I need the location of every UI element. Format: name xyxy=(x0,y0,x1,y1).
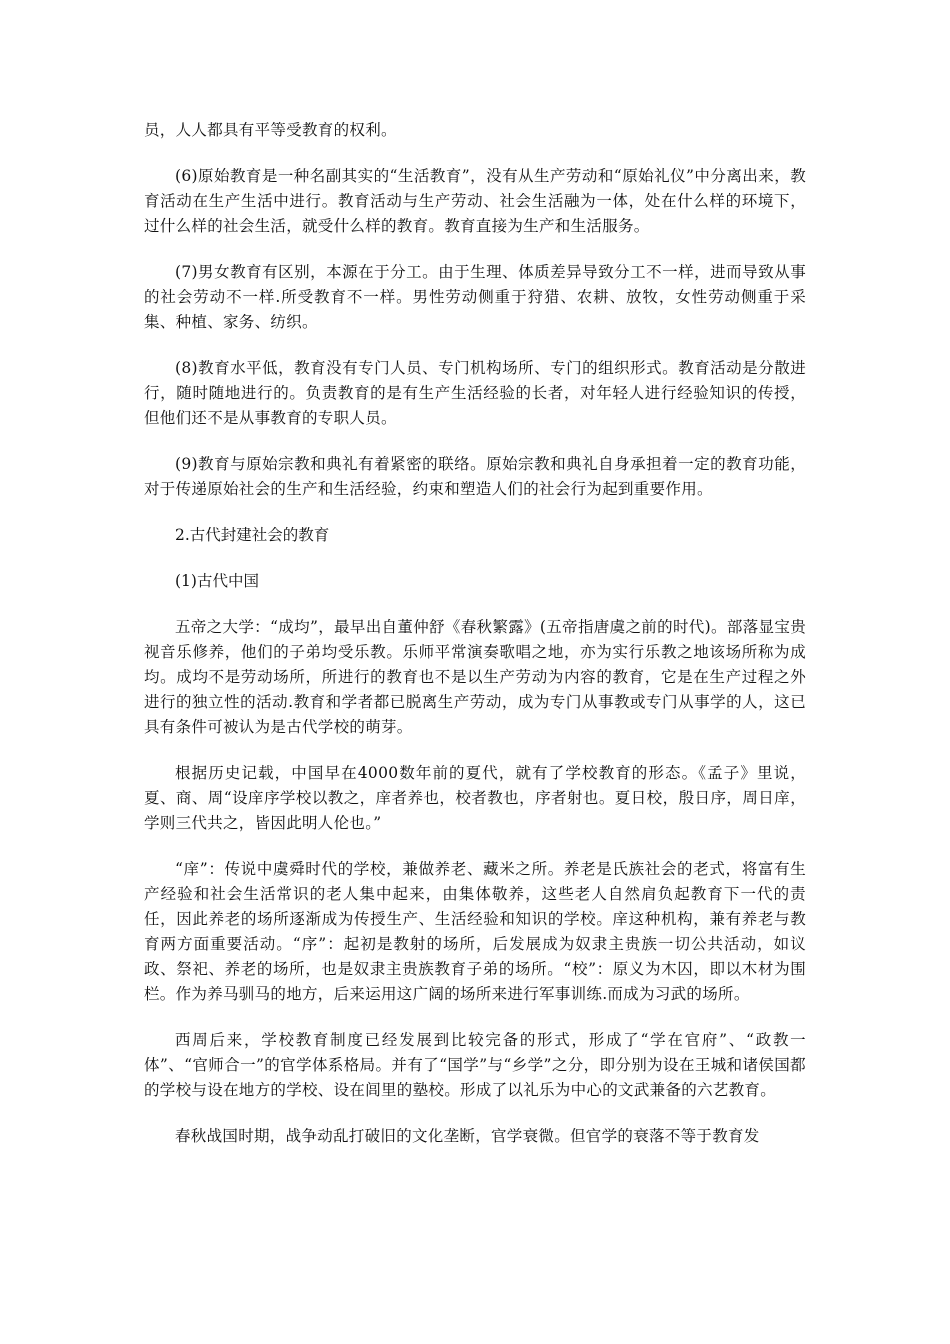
paragraph-item-9: (9)教育与原始宗教和典礼有着紧密的联络。原始宗教和典礼自身承担着一定的教育功能，对于传递原始社会的生产和生活经验，约束和塑造人们的社会行为起到重要作用。 xyxy=(144,455,806,498)
paragraph-chengjun: 五帝之大学：“成均”，最早出自董仲舒《春秋繁露》(五帝指唐虞之前的时代)。部落显宝贵视音乐修养，他们的子弟均受乐教。乐师平常演奏歌唱之地，亦为实行乐教之地该场所称为成均。成均不是劳动场所，所进行的教育也不是以生产劳动为内容的教育，它是在生产过程之外进行的独立性的活动.教育和学者都已脱离生产劳动，成为专门从事教或专门从事学的人，这已具有条件可被认为是古代学校的萌芽。 xyxy=(144,618,806,736)
paragraph-spring-autumn: 春秋战国时期，战争动乱打破旧的文化垄断，官学衰微。但官学的衰落不等于教育发 xyxy=(175,1127,760,1145)
paragraph-xiang-xu-xiao: “庠”：传说中虞舜时代的学校，兼做养老、藏米之所。养老是氏族社会的老式，将富有生产经验和社会生活常识的老人集中起来，由集体敬养，这些老人自然肩负起教育下一代的责任，因此养老的场所逐渐成为传授生产、生活经验和知识的学校。庠这种机构，兼有养老与教育两方面重要活动。“序”：起初是教射的场所，后发展成为奴隶主贵族一切公共活动，如议政、祭祀、养老的场所，也是奴隶主贵族教育子弟的场所。“校”：原义为木囚，即以木材为围栏。作为养马驯马的地方，后来运用这广阔的场所来进行军事训练.而成为习武的场所。 xyxy=(144,860,806,1003)
paragraph-xia-dynasty: 根据历史记载，中国早在4000数年前的夏代，就有了学校教育的形态。《孟子》里说，夏、商、周“设庠序学校以教之，庠者养也，校者教也，序者射也。夏日校，殷日序，周日庠，学则三代共之，皆因此明人伦也。” xyxy=(144,764,806,832)
subsection-heading: (1)古代中国 xyxy=(175,572,259,590)
paragraph-western-zhou: 西周后来，学校教育制度已经发展到比较完备的形式，形成了“学在官府”、“政教一体”、“官师合一”的官学体系格局。并有了“国学”与“乡学”之分，即分别为设在王城和诸侯国都的学校与设在地方的学校、设在闾里的塾校。形成了以礼乐为中心的文武兼备的六艺教育。 xyxy=(144,1031,806,1099)
paragraph-item-6: (6)原始教育是一种名副其实的“生活教育”，没有从生产劳动和“原始礼仪”中分离出来，教育活动在生产生活中进行。教育活动与生产劳动、社会生活融为一体，处在什么样的环境下，过什么样的社会生活，就受什么样的教育。教育直接为生产和生活服务。 xyxy=(144,167,806,235)
paragraph-continuation: 员，人人都具有平等受教育的权利。 xyxy=(144,121,397,139)
document-page xyxy=(144,118,806,1170)
paragraph-item-8: (8)教育水平低，教育没有专门人员、专门机构场所、专门的组织形式。教育活动是分散进行，随时随地进行的。负责教育的是有生产生活经验的长者，对年轻人进行经验知识的传授，但他们还不是从事教育的专职人员。 xyxy=(144,359,806,427)
paragraph-item-7: (7)男女教育有区别，本源在于分工。由于生理、体质差异导致分工不一样，进而导致从事的社会劳动不一样.所受教育不一样。男性劳动侧重于狩猎、农耕、放牧，女性劳动侧重于采集、种植、家务、纺织。 xyxy=(144,263,806,331)
section-heading: 2.古代封建社会的教育 xyxy=(175,526,330,544)
